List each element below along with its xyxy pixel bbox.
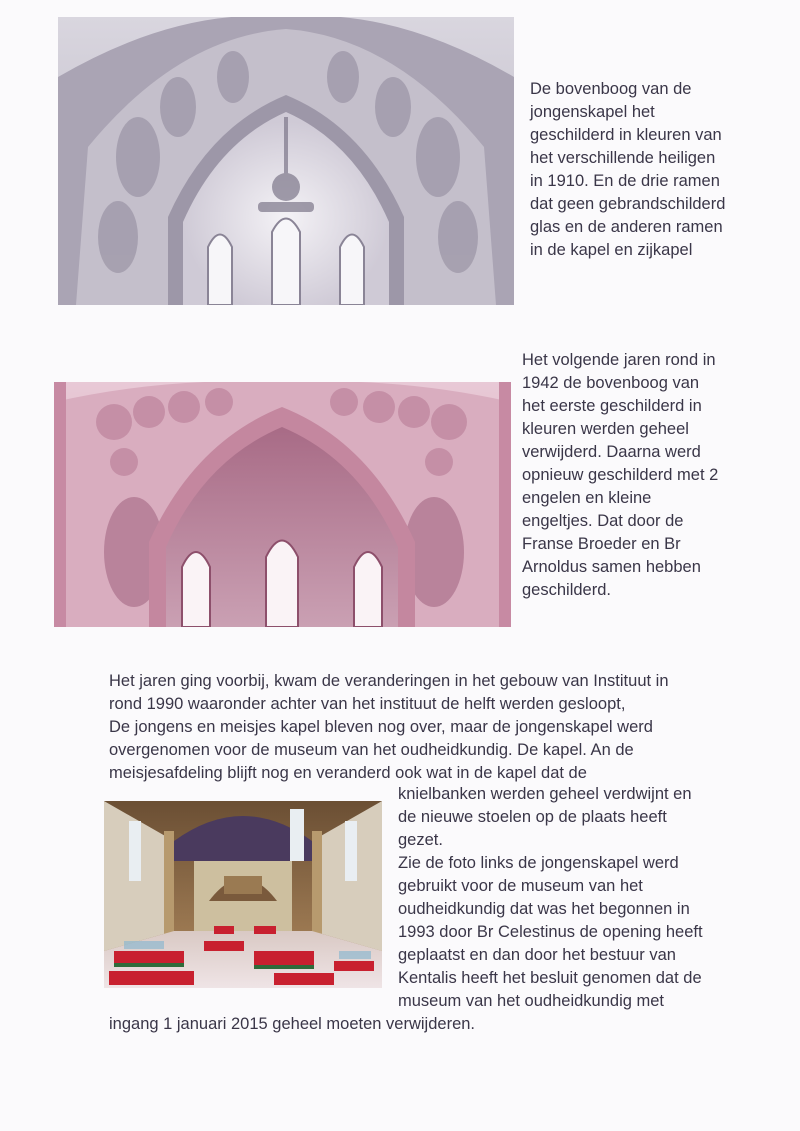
text-line: 1942 de bovenboog van <box>522 374 700 392</box>
text-line: geplaatst en dan door het bestuur van <box>398 946 676 964</box>
text-line: Kentalis heeft het besluit genomen dat de <box>398 969 702 987</box>
text-line: overgenomen voor de museum van het oudheidkundig. De kapel. An de <box>109 741 634 759</box>
text-line: in 1910. En de drie ramen <box>530 172 720 190</box>
text-line: De bovenboog van de <box>530 80 692 98</box>
text-line: Het volgende jaren rond in <box>522 351 716 369</box>
closing-line <box>109 1013 475 1036</box>
chapel-arch-1910-description <box>530 78 725 262</box>
history-paragraph <box>109 670 669 785</box>
text-line: het verschillende heiligen <box>530 149 716 167</box>
photo-museum-interior <box>104 801 382 988</box>
text-line: 1993 door Br Celestinus de opening heeft <box>398 923 703 941</box>
text-line: de nieuwe stoelen op de plaats heeft <box>398 808 667 826</box>
text-line: gezet. <box>398 831 443 849</box>
text-line: De jongens en meisjes kapel bleven nog over, maar de jongenskapel werd <box>109 718 653 736</box>
text-line: rond 1990 waaronder achter van het instituut de helft werden gesloopt, <box>109 695 626 713</box>
text-line: gebruikt voor de museum van het <box>398 877 643 895</box>
photo-boys-chapel-arch-1910 <box>58 17 514 305</box>
museum-paragraph <box>398 783 703 1013</box>
text-line: jongenskapel het <box>530 103 655 121</box>
text-line: geschilderd. <box>522 581 611 599</box>
text-line: glas en de anderen ramen <box>530 218 723 236</box>
text-line: verwijderd. Daarna werd <box>522 443 701 461</box>
text-line: engeltjes. Dat door de <box>522 512 684 530</box>
text-line: opnieuw geschilderd met 2 <box>522 466 719 484</box>
text-line: Arnoldus samen hebben <box>522 558 701 576</box>
text-line: dat geen gebrandschilderd <box>530 195 726 213</box>
text-line: ingang 1 januari 2015 geheel moeten verwijderen. <box>109 1015 476 1033</box>
text-line: Het jaren ging voorbij, kwam de veranderingen in het gebouw van Instituut in <box>109 672 669 690</box>
chapel-arch-1942-description <box>522 349 718 602</box>
text-line: Zie de foto links de jongenskapel werd <box>398 854 679 872</box>
text-line: geschilderd in kleuren van <box>530 126 722 144</box>
text-line: meisjesafdeling blijft nog en veranderd ook wat in de kapel dat de <box>109 764 587 782</box>
text-line: knielbanken werden geheel verdwijnt en <box>398 785 692 803</box>
text-line: in de kapel en zijkapel <box>530 241 693 259</box>
text-line: engelen en kleine <box>522 489 652 507</box>
text-line: Franse Broeder en Br <box>522 535 681 553</box>
text-line: oudheidkundig dat was het begonnen in <box>398 900 690 918</box>
text-line: kleuren werden geheel <box>522 420 689 438</box>
text-line: museum van het oudheidkundig met <box>398 992 664 1010</box>
text-line: het eerste geschilderd in <box>522 397 702 415</box>
photo-boys-chapel-arch-1942 <box>54 382 511 627</box>
